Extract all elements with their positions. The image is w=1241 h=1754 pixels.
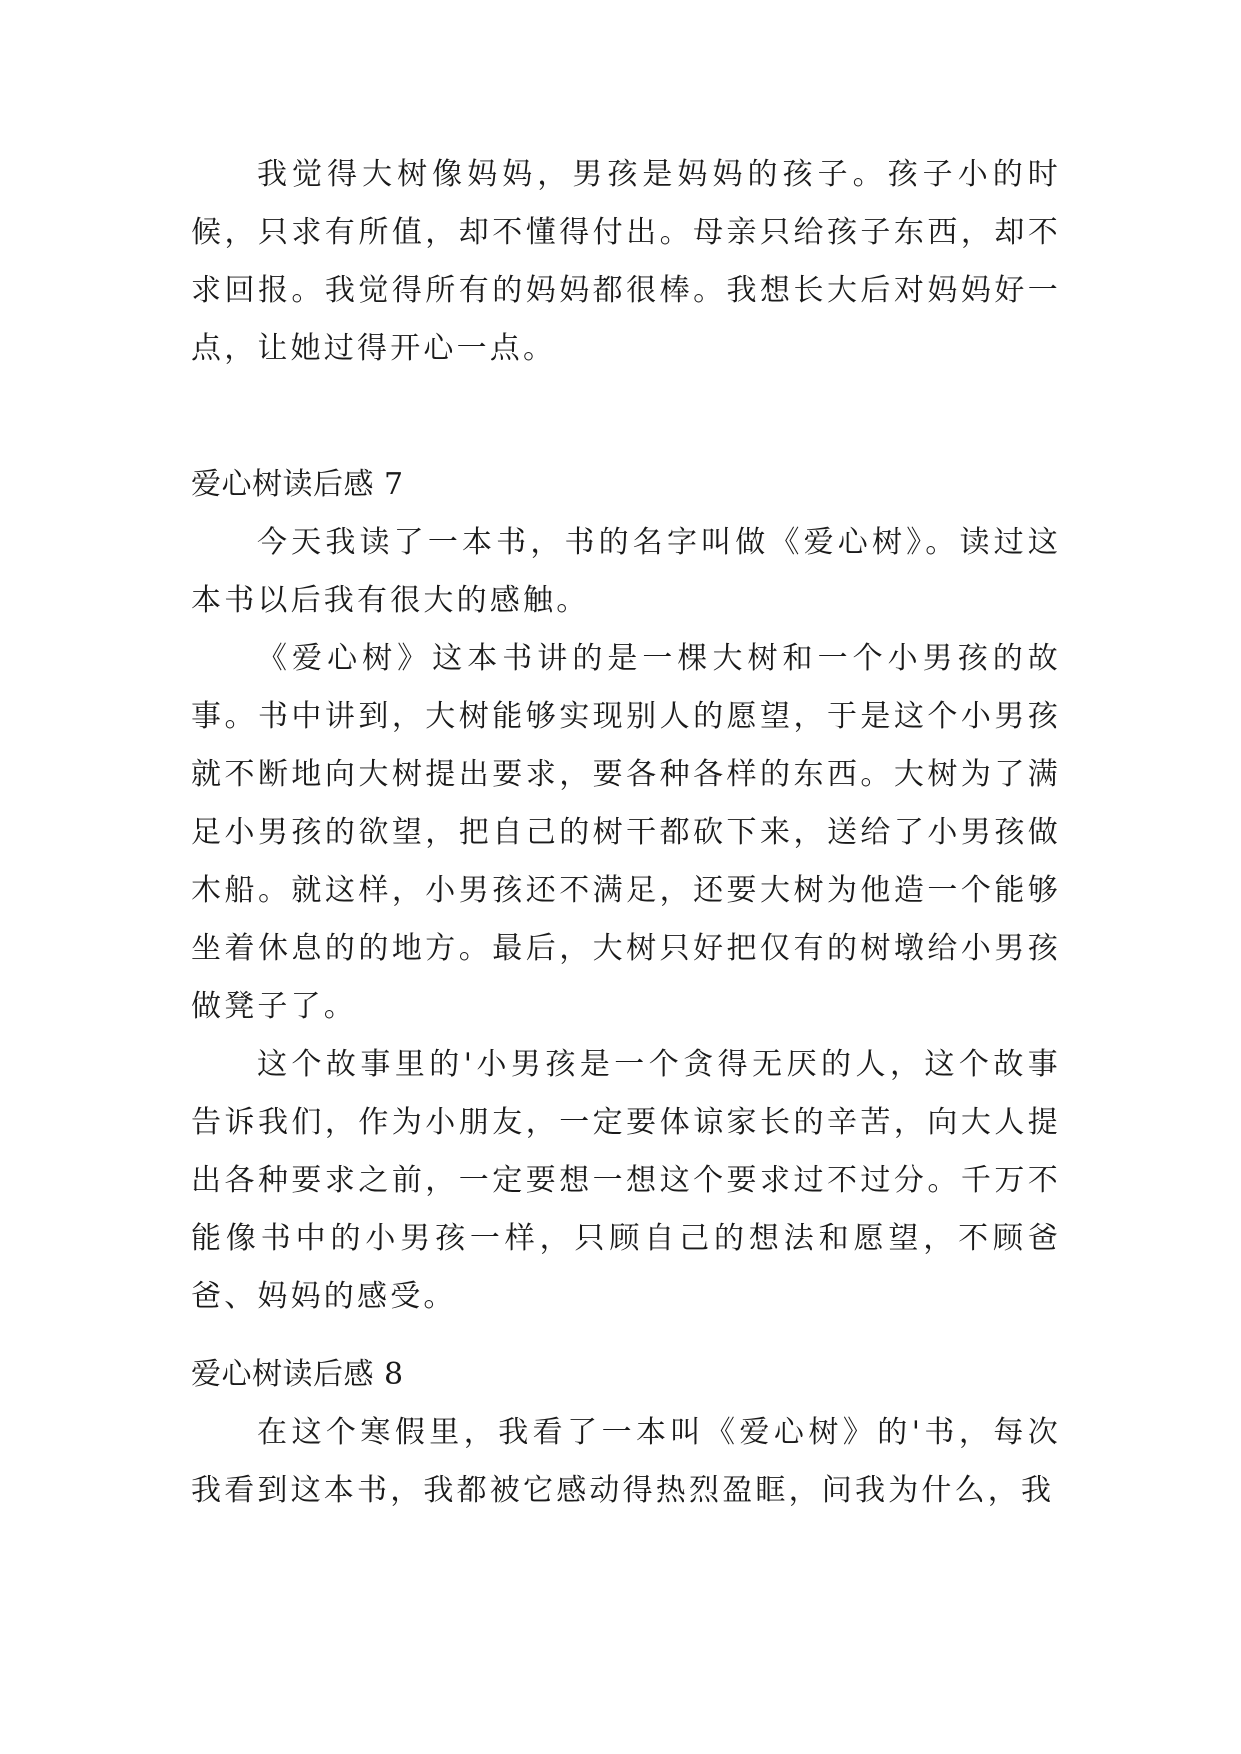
- body-paragraph: 在这个寒假里，我看了一本叫《爱心树》的'书，每次我看到这本书，我都被它感动得热烈盈眶，问我为什么，我: [191, 1415, 1061, 1508]
- section-heading-block: [191, 456, 1061, 514]
- section-heading: 爱心树读后感 8: [191, 1357, 404, 1392]
- body-paragraph: 这个故事里的'小男孩是一个贪得无厌的人，这个故事告诉我们，作为小朋友，一定要体谅家长的辛苦，向大人提出各种要求之前，一定要想一想这个要求过不过分。千万不能像书中的小男孩一样，只顾自己的想法和愿望，不顾爸爸、妈妈的感受。: [191, 1047, 1061, 1314]
- body-paragraph: 《爱心树》这本书讲的是一棵大树和一个小男孩的故事。书中讲到，大树能够实现别人的愿望，于是这个小男孩就不断地向大树提出要求，要各种各样的东西。大树为了满足小男孩的欲望，把自己的树干都砍下来，送给了小男孩做木船。就这样，小男孩还不满足，还要大树为他造一个能够坐着休息的的地方。最后，大树只好把仅有的树墩给小男孩做凳子了。: [191, 641, 1061, 1024]
- paragraph-block: [191, 1404, 1061, 1520]
- body-paragraph: 今天我读了一本书，书的名字叫做《爱心树》。读过这本书以后我有很大的感触。: [191, 525, 1061, 618]
- section-heading: 爱心树读后感 7: [191, 467, 404, 502]
- paragraph-block: [191, 1036, 1061, 1326]
- body-paragraph: 我觉得大树像妈妈，男孩是妈妈的孩子。孩子小的时候，只求有所值，却不懂得付出。母亲只给孩子东西，却不求回报。我觉得所有的妈妈都很棒。我想长大后对妈妈好一点，让她过得开心一点。: [191, 157, 1061, 366]
- paragraph-block: [191, 630, 1061, 1036]
- section-heading-block: [191, 1346, 1061, 1404]
- paragraph-block: [191, 514, 1061, 630]
- paragraph-block: [191, 146, 1061, 378]
